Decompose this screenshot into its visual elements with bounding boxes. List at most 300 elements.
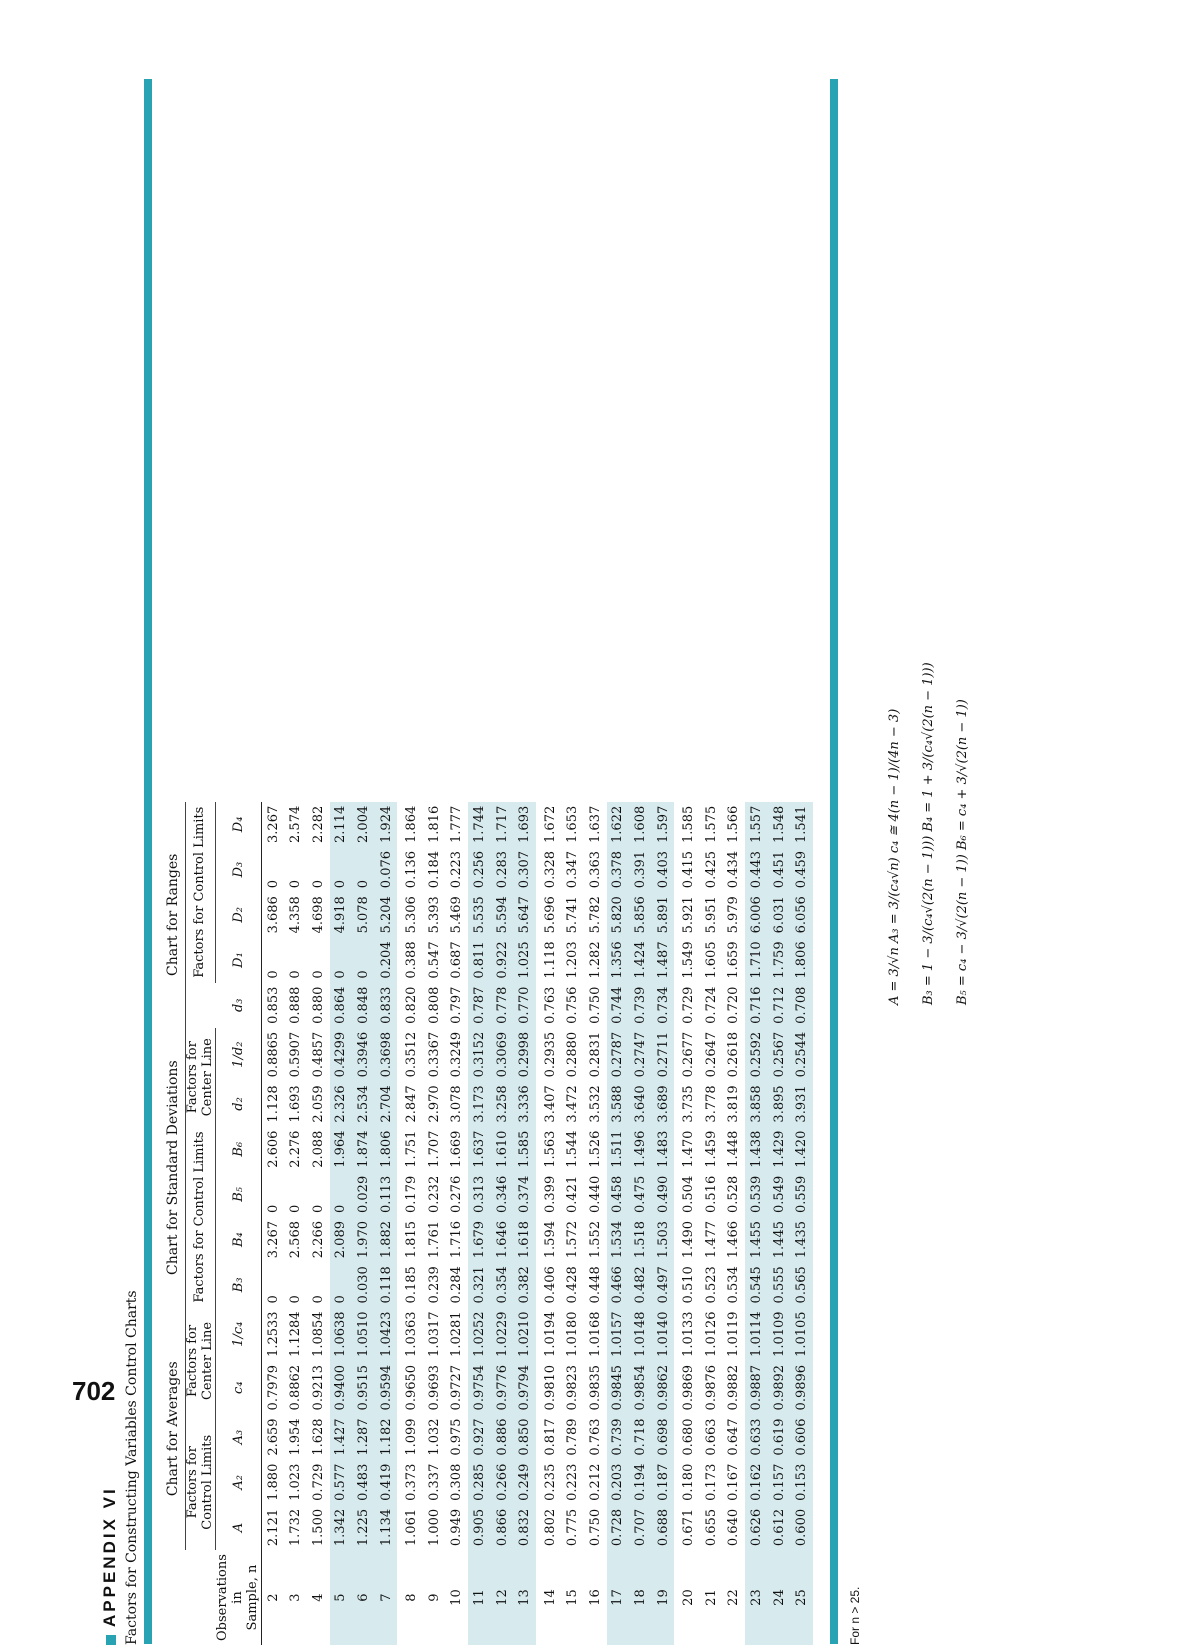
table-cell: 1.287 bbox=[352, 1414, 375, 1459]
table-cell: 0.787 bbox=[468, 983, 491, 1028]
table-cell: 1.954 bbox=[288, 1418, 304, 1456]
table-cell: 1.0109 bbox=[768, 1307, 791, 1361]
table-cell: 1.427 bbox=[330, 1414, 353, 1459]
table-cell: 0 bbox=[265, 1204, 281, 1213]
bottom-accent-rule bbox=[830, 79, 838, 1644]
table-cell: 0.9823 bbox=[565, 1364, 581, 1411]
table-cell: 3.407 bbox=[542, 1085, 558, 1123]
table-cell: 4.918 bbox=[330, 892, 353, 937]
table-cell: 3.258 bbox=[491, 1081, 514, 1126]
table-cell: 0.671 bbox=[681, 1508, 697, 1547]
table-cell: 5.820 bbox=[607, 892, 630, 937]
table-cell: 0 bbox=[330, 937, 353, 982]
table-cell: 0.490 bbox=[652, 1172, 675, 1217]
table-row bbox=[491, 802, 514, 1645]
table-cell: 0.9727 bbox=[449, 1364, 465, 1411]
table-cell: 0.347 bbox=[565, 850, 581, 889]
table-cell: 0.688 bbox=[652, 1505, 675, 1550]
table-cell: 2.326 bbox=[330, 1081, 353, 1126]
table-cell: 1.025 bbox=[513, 937, 536, 982]
table-row bbox=[607, 802, 630, 1645]
table-cell: 0.328 bbox=[542, 850, 558, 889]
table-cell: 0.545 bbox=[745, 1262, 768, 1307]
table-cell: 0.2567 bbox=[768, 1028, 791, 1082]
column-header: 1/c₄ bbox=[216, 1307, 261, 1361]
table-cell: 0.808 bbox=[426, 986, 442, 1024]
table-cell: 0.239 bbox=[426, 1266, 442, 1304]
table-cell: 0.763 bbox=[542, 986, 558, 1024]
chart-ranges-header: Chart for Ranges bbox=[162, 802, 185, 1028]
table-cell: 0.2747 bbox=[629, 1028, 652, 1082]
table-cell: 0.619 bbox=[768, 1414, 791, 1459]
table-cell: 0.266 bbox=[491, 1460, 514, 1505]
table-cell: 0.388 bbox=[404, 941, 420, 979]
table-cell: 1.496 bbox=[629, 1127, 652, 1172]
table-cell: 0 bbox=[288, 879, 304, 889]
table-cell: 0.9854 bbox=[629, 1361, 652, 1415]
table-cell: 0.194 bbox=[629, 1460, 652, 1505]
table-row bbox=[723, 802, 746, 1645]
table-cell: 0.739 bbox=[607, 1414, 630, 1459]
table-cell: 0.136 bbox=[404, 850, 420, 889]
table-cell: 0.2831 bbox=[587, 1031, 603, 1078]
table-cell: 0.523 bbox=[703, 1266, 719, 1304]
table-cell: 0.391 bbox=[629, 847, 652, 892]
table-cell: 0.212 bbox=[587, 1463, 603, 1501]
table-cell: 0.173 bbox=[703, 1463, 719, 1501]
table-cell: 1.618 bbox=[513, 1217, 536, 1262]
table-cell: 0 bbox=[330, 847, 353, 892]
column-header: D₄ bbox=[216, 802, 261, 847]
table-cell: 0.565 bbox=[790, 1262, 813, 1307]
table-cell: 0.750 bbox=[587, 986, 603, 1024]
table-cell: 4.698 bbox=[310, 896, 326, 934]
sample-size-cell: 4 bbox=[310, 1593, 326, 1602]
formula-line: B₅ = c₄ − 3/√(2(n − 1)) B₆ = c₄ + 3/√(2(n − 1)) bbox=[955, 699, 970, 1005]
table-cell: 1.541 bbox=[790, 802, 813, 847]
table-cell: 0.285 bbox=[468, 1460, 491, 1505]
table-cell: 0.606 bbox=[790, 1414, 813, 1459]
table-cell: 1.572 bbox=[565, 1221, 581, 1259]
table-cell: 0.321 bbox=[468, 1262, 491, 1307]
table-cell: 0.880 bbox=[310, 986, 326, 1024]
table-cell: 0.663 bbox=[703, 1418, 719, 1456]
table-cell: 1.637 bbox=[587, 805, 603, 843]
table-cell: 3.078 bbox=[449, 1085, 465, 1123]
sample-size-cell: 5 bbox=[330, 1550, 353, 1645]
header-line: Center Line bbox=[199, 1321, 215, 1401]
table-cell: 0 bbox=[288, 1295, 304, 1304]
table-cell: 5.594 bbox=[491, 892, 514, 937]
column-header: d₃ bbox=[216, 983, 261, 1028]
table-cell: 1.503 bbox=[652, 1217, 675, 1262]
table-cell: 0.504 bbox=[681, 1175, 697, 1213]
table-cell: 0.448 bbox=[587, 1266, 603, 1304]
table-cell: 1.653 bbox=[565, 805, 581, 843]
table-cell: 0.9845 bbox=[607, 1361, 630, 1415]
table-cell: 0.203 bbox=[607, 1460, 630, 1505]
table-cell: 0 bbox=[330, 1262, 353, 1307]
table-cell: 1.0210 bbox=[513, 1307, 536, 1361]
table-cell: 1.483 bbox=[652, 1127, 675, 1172]
table-cell: 0.655 bbox=[703, 1508, 719, 1547]
table-cell: 0.864 bbox=[330, 983, 353, 1028]
table-row bbox=[284, 802, 307, 1645]
table-cell: 0.497 bbox=[652, 1262, 675, 1307]
formula-line: B₃ = 1 − 3/(c₄√(2(n − 1))) B₄ = 1 + 3/(c₄√(2(n − 1))) bbox=[921, 662, 936, 1005]
table-cell: 1.424 bbox=[629, 937, 652, 982]
table-cell: 0.185 bbox=[404, 1266, 420, 1304]
table-cell: 1.0363 bbox=[404, 1311, 420, 1357]
table-cell: 3.931 bbox=[790, 1081, 813, 1126]
table-cell: 0.415 bbox=[681, 850, 697, 889]
table-cell: 5.856 bbox=[629, 892, 652, 937]
header-line: Control Limits bbox=[199, 1434, 215, 1530]
table-cell: 0.406 bbox=[542, 1266, 558, 1304]
table-cell: 3.686 bbox=[265, 896, 281, 934]
table-cell: 1.672 bbox=[542, 805, 558, 843]
table-cell: 1.751 bbox=[404, 1130, 420, 1168]
table-cell: 0.739 bbox=[629, 983, 652, 1028]
table-row bbox=[768, 802, 791, 1645]
column-header: D₂ bbox=[216, 892, 261, 937]
table-cell: 0.640 bbox=[726, 1508, 742, 1547]
table-cell: 0.283 bbox=[491, 847, 514, 892]
table-cell: 0.744 bbox=[607, 983, 630, 1028]
table-cell: 1.490 bbox=[681, 1221, 697, 1259]
table-cell: 3.532 bbox=[587, 1085, 603, 1123]
table-cell: 0.451 bbox=[768, 847, 791, 892]
table-cell: 3.173 bbox=[468, 1081, 491, 1126]
table-cell: 0.434 bbox=[726, 850, 742, 889]
table-cell: 0.577 bbox=[330, 1460, 353, 1505]
table-cell: 6.056 bbox=[790, 892, 813, 937]
table-cell: 1.924 bbox=[375, 802, 398, 847]
table-cell: 1.646 bbox=[491, 1217, 514, 1262]
table-cell: 1.0140 bbox=[652, 1307, 675, 1361]
table-cell: 1.0180 bbox=[565, 1311, 581, 1357]
table-cell: 5.647 bbox=[513, 892, 536, 937]
sample-size-cell: 6 bbox=[352, 1550, 375, 1645]
table-cell: 1.470 bbox=[681, 1130, 697, 1168]
table-cell: 1.134 bbox=[375, 1505, 398, 1550]
table-cell: 0.373 bbox=[404, 1463, 420, 1501]
table-cell: 0.832 bbox=[513, 1505, 536, 1550]
page-number: 702 bbox=[72, 1376, 116, 1406]
sample-size-cell: 16 bbox=[587, 1589, 603, 1606]
table-cell: 0.922 bbox=[491, 937, 514, 982]
table-cell: 1.659 bbox=[726, 941, 742, 979]
table-cell: 0.712 bbox=[768, 983, 791, 1028]
sample-size-cell: 22 bbox=[726, 1589, 742, 1606]
table-cell: 0.927 bbox=[468, 1414, 491, 1459]
table-cell: 0.425 bbox=[703, 850, 719, 889]
column-header: A₃ bbox=[216, 1414, 261, 1459]
table-cell: 1.203 bbox=[565, 941, 581, 979]
table-row bbox=[562, 802, 585, 1645]
table-cell: 0.949 bbox=[449, 1508, 465, 1547]
table-cell: 5.979 bbox=[726, 896, 742, 934]
table-cell: 1.710 bbox=[745, 937, 768, 982]
table-cell: 0.547 bbox=[426, 941, 442, 979]
table-row bbox=[375, 802, 398, 1645]
table-cell: 3.267 bbox=[265, 805, 281, 843]
table-cell: 0.030 bbox=[352, 1262, 375, 1307]
table-cell: 5.951 bbox=[703, 896, 719, 934]
chart-std-header: Chart for Standard Deviations bbox=[162, 1028, 185, 1308]
table-cell: 0.482 bbox=[629, 1262, 652, 1307]
sample-size-cell: 18 bbox=[629, 1550, 652, 1645]
table-cell: 0.313 bbox=[468, 1172, 491, 1217]
table-cell: 2.534 bbox=[352, 1081, 375, 1126]
table-cell: 2.004 bbox=[352, 802, 375, 847]
table-cell: 0.9810 bbox=[542, 1364, 558, 1411]
table-cell: 1.717 bbox=[491, 802, 514, 847]
header-line: in bbox=[229, 1591, 245, 1604]
table-cell: 0.698 bbox=[652, 1414, 675, 1459]
table-cell: 0.284 bbox=[449, 1266, 465, 1304]
table-cell: 0.850 bbox=[513, 1414, 536, 1459]
table-cell: 0.466 bbox=[607, 1262, 630, 1307]
table-cell: 0 bbox=[288, 1204, 304, 1213]
table-cell: 0.403 bbox=[652, 847, 675, 892]
table-cell: 1.455 bbox=[745, 1217, 768, 1262]
sample-size-cell: 8 bbox=[404, 1593, 420, 1602]
table-cell: 1.0119 bbox=[726, 1311, 742, 1357]
table-cell: 0.3152 bbox=[468, 1028, 491, 1082]
table-cell: 2.088 bbox=[310, 1130, 326, 1168]
table-cell: 0.2935 bbox=[542, 1031, 558, 1078]
table-cell: 0.833 bbox=[375, 983, 398, 1028]
table-cell: 3.267 bbox=[265, 1221, 281, 1259]
sample-size-cell: 24 bbox=[768, 1550, 791, 1645]
table-cell: 0.9213 bbox=[310, 1364, 326, 1411]
sample-size-cell: 14 bbox=[542, 1589, 558, 1606]
table-cell: 1.0148 bbox=[629, 1307, 652, 1361]
header-line: Observations bbox=[214, 1554, 230, 1641]
table-cell: 1.225 bbox=[352, 1505, 375, 1550]
table-cell: 0.817 bbox=[542, 1418, 558, 1456]
table-cell: 0.440 bbox=[587, 1175, 603, 1213]
table-cell: 0.555 bbox=[768, 1262, 791, 1307]
table-cell: 0.9754 bbox=[468, 1361, 491, 1415]
sample-size-cell: 9 bbox=[426, 1593, 442, 1602]
header-line: Factors for bbox=[184, 1324, 200, 1397]
table-cell: 0.167 bbox=[726, 1463, 742, 1501]
table-cell: 1.744 bbox=[468, 802, 491, 847]
table-cell: 1.552 bbox=[587, 1221, 603, 1259]
table-cell: 1.585 bbox=[513, 1127, 536, 1172]
appendix-label-text: APPENDIX VI bbox=[100, 1486, 119, 1627]
table-cell: 0.232 bbox=[426, 1175, 442, 1213]
table-cell: 1.438 bbox=[745, 1127, 768, 1172]
table-cell: 2.276 bbox=[288, 1130, 304, 1168]
table-cell: 1.669 bbox=[449, 1130, 465, 1168]
table-cell: 1.880 bbox=[265, 1463, 281, 1501]
table-cell: 0.797 bbox=[449, 986, 465, 1024]
table-row bbox=[584, 802, 607, 1645]
table-cell: 1.526 bbox=[587, 1130, 603, 1168]
table-cell: 2.606 bbox=[265, 1130, 281, 1168]
table-row bbox=[652, 802, 675, 1645]
table-cell: 0.848 bbox=[352, 983, 375, 1028]
table-cell: 0.775 bbox=[565, 1508, 581, 1547]
table-cell: 0.866 bbox=[491, 1505, 514, 1550]
footnote: For n > 25. bbox=[848, 1586, 862, 1645]
table-title: Factors for Constructing Variables Control Charts bbox=[124, 1290, 140, 1645]
table-cell: 0.770 bbox=[513, 983, 536, 1028]
table-cell: 1.466 bbox=[726, 1221, 742, 1259]
formulas-block bbox=[878, 662, 980, 1005]
table-cell: 3.819 bbox=[726, 1085, 742, 1123]
sample-size-cell: 25 bbox=[790, 1550, 813, 1645]
table-cell: 1.628 bbox=[310, 1418, 326, 1456]
table-cell: 0 bbox=[265, 879, 281, 889]
averages-control-limits-header bbox=[185, 1414, 216, 1550]
table-cell: 0.399 bbox=[542, 1175, 558, 1213]
table-cell: 0.235 bbox=[542, 1463, 558, 1501]
table-cell: 0.8862 bbox=[288, 1364, 304, 1411]
table-cell: 3.778 bbox=[703, 1085, 719, 1123]
averages-center-line-header bbox=[185, 1307, 216, 1414]
table-cell: 0.162 bbox=[745, 1460, 768, 1505]
table-cell: 0.2677 bbox=[681, 1031, 697, 1078]
table-cell: 1.0194 bbox=[542, 1311, 558, 1357]
table-cell: 1.0281 bbox=[449, 1311, 465, 1357]
table-row bbox=[423, 802, 446, 1645]
table-cell: 0.724 bbox=[703, 986, 719, 1024]
table-cell: 0.9862 bbox=[652, 1361, 675, 1415]
table-cell: 0.9515 bbox=[352, 1361, 375, 1415]
table-cell: 0.2880 bbox=[565, 1031, 581, 1078]
appendix-label bbox=[100, 1486, 120, 1645]
table-cell: 0.720 bbox=[726, 986, 742, 1024]
table-cell: 0.612 bbox=[768, 1505, 791, 1550]
table-cell: 0.9869 bbox=[681, 1364, 697, 1411]
table-cell: 1.0114 bbox=[745, 1307, 768, 1361]
table-cell: 1.548 bbox=[768, 802, 791, 847]
table-cell: 2.121 bbox=[265, 1508, 281, 1547]
table-cell: 0.5907 bbox=[288, 1031, 304, 1078]
table-cell: 0.3367 bbox=[426, 1031, 442, 1078]
table-cell: 1.816 bbox=[426, 805, 442, 843]
column-header: c₄ bbox=[216, 1361, 261, 1415]
table-cell: 0 bbox=[265, 1295, 281, 1304]
table-cell: 0 bbox=[330, 1172, 353, 1217]
table-cell: 0.9794 bbox=[513, 1361, 536, 1415]
table-row bbox=[745, 802, 768, 1645]
table-cell: 1.477 bbox=[703, 1221, 719, 1259]
table-cell: 0.9887 bbox=[745, 1361, 768, 1415]
sample-size-cell: 17 bbox=[607, 1550, 630, 1645]
table-cell: 1.0638 bbox=[330, 1307, 353, 1361]
table-cell: 2.282 bbox=[310, 805, 326, 843]
table-cell: 1.0510 bbox=[352, 1307, 375, 1361]
table-cell: 0.4299 bbox=[330, 1028, 353, 1082]
table-cell: 0.180 bbox=[681, 1463, 697, 1501]
table-cell: 0.559 bbox=[790, 1172, 813, 1217]
table-cell: 1.585 bbox=[681, 805, 697, 843]
table-cell: 0.528 bbox=[726, 1175, 742, 1213]
table-cell: 0.718 bbox=[629, 1414, 652, 1459]
table-cell: 0.2998 bbox=[513, 1028, 536, 1082]
table-cell: 0.9776 bbox=[491, 1361, 514, 1415]
table-cell: 1.594 bbox=[542, 1221, 558, 1259]
column-header: D₃ bbox=[216, 847, 261, 892]
table-cell: 0.421 bbox=[565, 1175, 581, 1213]
table-cell: 1.864 bbox=[404, 805, 420, 843]
table-cell: 0.337 bbox=[426, 1463, 442, 1501]
column-header: 1/d₂ bbox=[216, 1028, 261, 1082]
table-cell: 2.847 bbox=[404, 1085, 420, 1123]
table-cell: 1.544 bbox=[565, 1130, 581, 1168]
table-cell: 6.031 bbox=[768, 892, 791, 937]
chart-averages-header: Chart for Averages bbox=[162, 1307, 185, 1550]
table-cell: 1.970 bbox=[352, 1217, 375, 1262]
table-cell: 3.895 bbox=[768, 1081, 791, 1126]
table-cell: 0.276 bbox=[449, 1175, 465, 1213]
std-control-limits-header: Factors for Control Limits bbox=[185, 1127, 216, 1308]
table-cell: 0.187 bbox=[652, 1460, 675, 1505]
table-cell: 0.7979 bbox=[265, 1364, 281, 1411]
sample-size-cell: 15 bbox=[565, 1589, 581, 1606]
table-cell: 1.716 bbox=[449, 1221, 465, 1259]
table-cell: 0.626 bbox=[745, 1505, 768, 1550]
table-cell: 1.118 bbox=[542, 941, 558, 979]
table-cell: 1.518 bbox=[629, 1217, 652, 1262]
table-cell: 0.9896 bbox=[790, 1361, 813, 1415]
table-cell: 1.459 bbox=[703, 1130, 719, 1168]
ranges-control-limits-header: Factors for Control Limits bbox=[185, 802, 216, 983]
table-cell: 5.741 bbox=[565, 896, 581, 934]
table-cell: 0 bbox=[352, 847, 375, 892]
table-cell: 0.179 bbox=[404, 1175, 420, 1213]
table-cell: 0 bbox=[310, 879, 326, 889]
table-cell: 5.469 bbox=[449, 896, 465, 934]
column-header: B₅ bbox=[216, 1172, 261, 1217]
table-cell: 1.023 bbox=[288, 1463, 304, 1501]
table-cell: 0.708 bbox=[790, 983, 813, 1028]
table-cell: 3.472 bbox=[565, 1085, 581, 1123]
table-cell: 0.9892 bbox=[768, 1361, 791, 1415]
table-cell: 1.0252 bbox=[468, 1307, 491, 1361]
table-cell: 1.0168 bbox=[587, 1311, 603, 1357]
table-cell: 1.420 bbox=[790, 1127, 813, 1172]
observations-column-header bbox=[216, 1550, 261, 1645]
table-cell: 1.874 bbox=[352, 1127, 375, 1172]
sample-size-cell: 2 bbox=[265, 1593, 281, 1602]
table-cell: 1.693 bbox=[288, 1085, 304, 1123]
table-cell: 1.2533 bbox=[265, 1311, 281, 1357]
table-cell: 1.679 bbox=[468, 1217, 491, 1262]
table-cell: 1.429 bbox=[768, 1127, 791, 1172]
table-cell: 0.3512 bbox=[404, 1031, 420, 1078]
sample-size-cell: 19 bbox=[652, 1550, 675, 1645]
table-cell: 0.157 bbox=[768, 1460, 791, 1505]
table-cell: 1.622 bbox=[607, 802, 630, 847]
header-line: Factors for bbox=[184, 1446, 200, 1519]
table-cell: 1.637 bbox=[468, 1127, 491, 1172]
table-cell: 0.113 bbox=[375, 1172, 398, 1217]
table-cell: 0.9594 bbox=[375, 1361, 398, 1415]
table-cell: 0.354 bbox=[491, 1262, 514, 1307]
table-cell: 4.358 bbox=[288, 896, 304, 934]
table-cell: 1.128 bbox=[265, 1085, 281, 1123]
table-cell: 1.032 bbox=[426, 1418, 442, 1456]
table-cell: 1.605 bbox=[703, 941, 719, 979]
table-cell: 2.704 bbox=[375, 1081, 398, 1126]
table-cell: 1.1284 bbox=[288, 1311, 304, 1357]
